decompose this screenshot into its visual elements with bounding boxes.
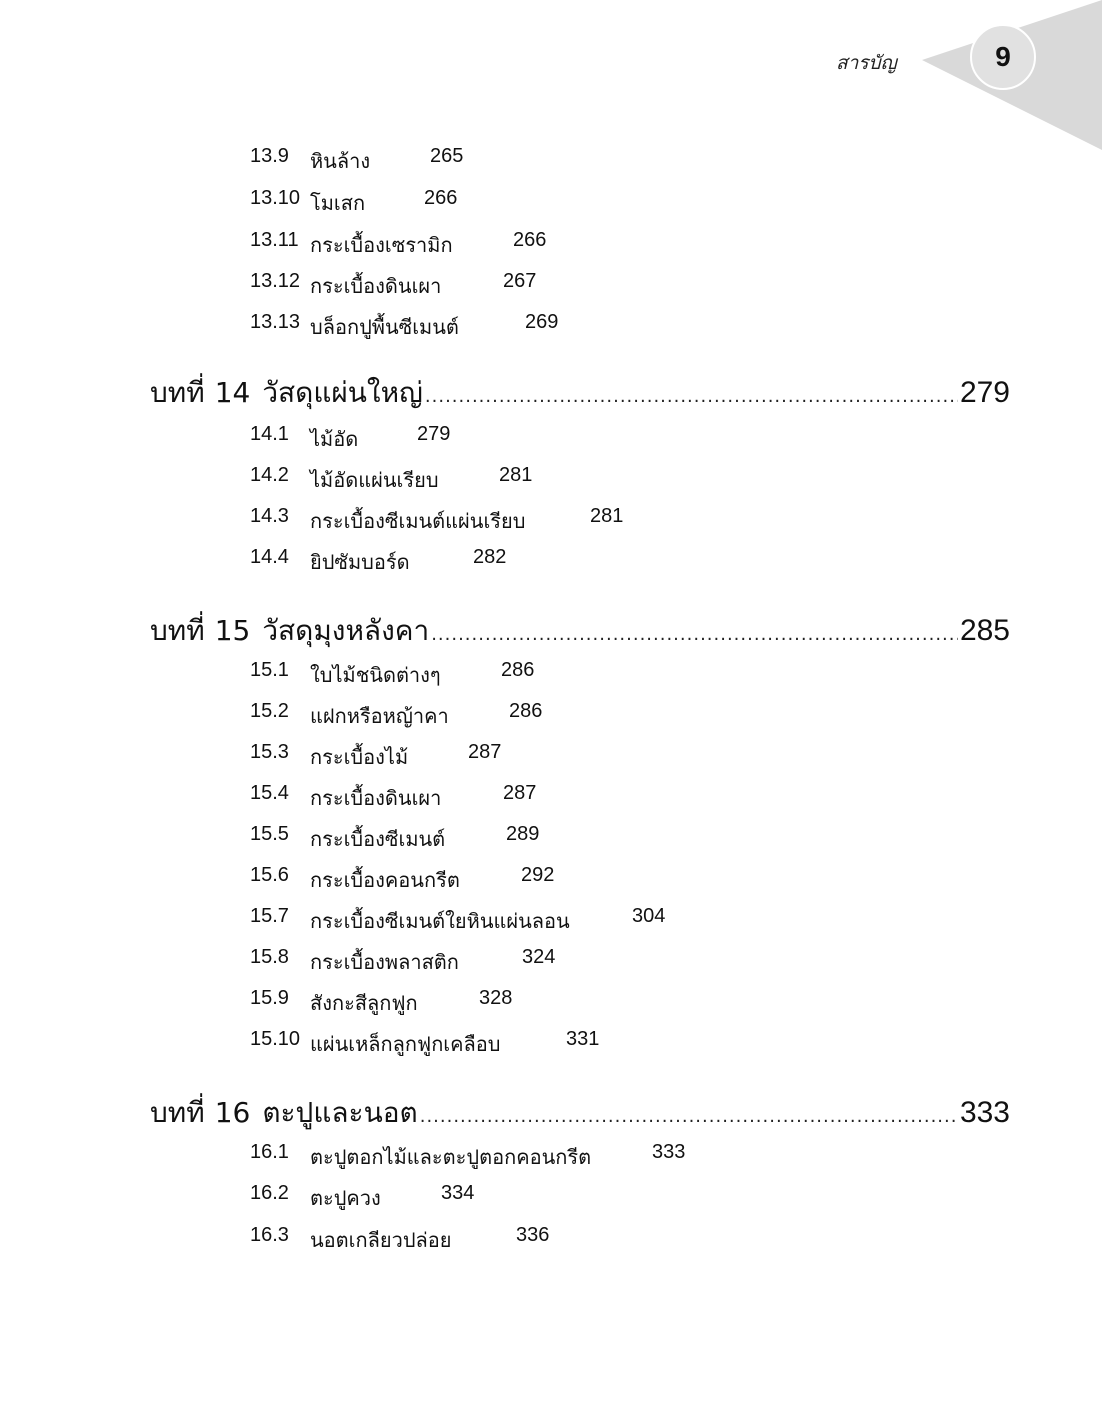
section-title: แผ่นเหล็กลูกฟูกเคลือบ bbox=[310, 1032, 501, 1056]
section-title: แฝกหรือหญ้าคา bbox=[310, 704, 449, 728]
section-page: 304 bbox=[632, 905, 666, 927]
section-number: 14.4 bbox=[250, 546, 289, 568]
running-header: สารบัญ bbox=[836, 52, 897, 74]
section-number: 13.10 bbox=[250, 187, 301, 209]
chapter-label: บทที่ bbox=[150, 614, 205, 647]
section-number: 13.9 bbox=[250, 145, 289, 167]
chapter-page: 333 bbox=[959, 1096, 1010, 1129]
section-title: บล็อกปูพื้นซีเมนต์ bbox=[310, 315, 459, 339]
section-page: 333 bbox=[652, 1141, 686, 1163]
toc-entry bbox=[250, 311, 650, 339]
section-title: กระเบื้องซีเมนต์ bbox=[310, 827, 446, 851]
chapter-number: 14 bbox=[214, 376, 251, 409]
section-page: 279 bbox=[417, 423, 451, 445]
section-page: 336 bbox=[516, 1224, 550, 1246]
chapter-title: วัสดุแผ่นใหญ่ bbox=[262, 376, 423, 409]
section-page: 289 bbox=[506, 823, 540, 845]
section-page: 266 bbox=[513, 229, 547, 251]
toc-entry bbox=[250, 145, 650, 173]
section-title: กระเบื้องไม้ bbox=[310, 745, 409, 769]
dot-leader bbox=[431, 624, 958, 645]
section-number: 14.1 bbox=[250, 423, 289, 445]
toc-entry bbox=[250, 229, 650, 257]
section-page: 334 bbox=[441, 1182, 475, 1204]
section-title: ตะปูควง bbox=[310, 1186, 381, 1210]
section-title: ใบไม้ชนิดต่างๆ bbox=[310, 663, 441, 687]
section-number: 13.11 bbox=[250, 229, 299, 251]
toc-entry bbox=[250, 546, 650, 574]
toc-entry bbox=[250, 1224, 650, 1252]
chapter-title: ตะปูและนอต bbox=[262, 1096, 418, 1129]
section-number: 15.10 bbox=[250, 1028, 301, 1050]
section-number: 13.13 bbox=[250, 311, 301, 333]
toc-entry bbox=[250, 741, 650, 769]
section-title: กระเบื้องซีเมนต์ใยหินแผ่นลอน bbox=[310, 909, 570, 933]
section-page: 324 bbox=[522, 946, 556, 968]
section-page: 292 bbox=[521, 864, 555, 886]
section-page: 328 bbox=[479, 987, 513, 1009]
section-number: 15.8 bbox=[250, 946, 289, 968]
toc-entry bbox=[250, 659, 650, 687]
chapter-heading bbox=[150, 1091, 1010, 1135]
section-title: โมเสก bbox=[310, 191, 366, 215]
section-title: นอตเกลียวปล่อย bbox=[310, 1228, 452, 1252]
section-page: 282 bbox=[473, 546, 507, 568]
section-number: 14.3 bbox=[250, 505, 289, 527]
toc-entry bbox=[250, 1028, 650, 1056]
chapter-title: วัสดุมุงหลังคา bbox=[262, 614, 430, 647]
section-title: กระเบื้องดินเผา bbox=[310, 274, 442, 298]
section-number: 16.1 bbox=[250, 1141, 289, 1163]
page-number: 9 bbox=[995, 41, 1011, 72]
section-number: 13.12 bbox=[250, 270, 301, 292]
section-page: 265 bbox=[430, 145, 464, 167]
toc-entry bbox=[250, 1141, 710, 1169]
section-page: 287 bbox=[468, 741, 502, 763]
section-title: กระเบื้องคอนกรีต bbox=[310, 868, 460, 892]
section-page: 267 bbox=[503, 270, 537, 292]
section-page: 281 bbox=[499, 464, 533, 486]
chapter-heading bbox=[150, 371, 1010, 415]
section-number: 16.3 bbox=[250, 1224, 289, 1246]
toc-entry bbox=[250, 270, 650, 298]
toc-entry bbox=[250, 987, 650, 1015]
section-page: 269 bbox=[525, 311, 559, 333]
section-number: 15.1 bbox=[250, 659, 289, 681]
section-title: กระเบื้องพลาสติก bbox=[310, 950, 459, 974]
section-title: ยิปซัมบอร์ด bbox=[310, 550, 410, 574]
section-number: 15.5 bbox=[250, 823, 289, 845]
toc-entry bbox=[250, 905, 690, 933]
section-page: 281 bbox=[590, 505, 624, 527]
section-number: 15.9 bbox=[250, 987, 289, 1009]
toc-entry bbox=[250, 505, 670, 533]
toc-entry bbox=[250, 823, 650, 851]
toc-entry bbox=[250, 1182, 650, 1210]
section-title: ไม้อัดแผ่นเรียบ bbox=[310, 468, 439, 492]
toc-entry bbox=[250, 700, 650, 728]
chapter-heading bbox=[150, 609, 1010, 653]
section-page: 287 bbox=[503, 782, 537, 804]
section-page: 286 bbox=[501, 659, 535, 681]
section-page: 286 bbox=[509, 700, 543, 722]
section-page: 331 bbox=[566, 1028, 600, 1050]
chapter-number: 16 bbox=[214, 1096, 251, 1129]
toc-entry bbox=[250, 782, 650, 810]
section-number: 15.4 bbox=[250, 782, 289, 804]
section-title: กระเบื้องซีเมนต์แผ่นเรียบ bbox=[310, 509, 526, 533]
section-title: ตะปูตอกไม้และตะปูตอกคอนกรีต bbox=[310, 1145, 592, 1169]
section-title: ไม้อัด bbox=[310, 427, 359, 451]
section-title: กระเบื้องเซรามิก bbox=[310, 233, 453, 257]
chapter-page: 285 bbox=[959, 614, 1010, 647]
chapter-number: 15 bbox=[214, 614, 251, 647]
section-number: 16.2 bbox=[250, 1182, 289, 1204]
section-title: กระเบื้องดินเผา bbox=[310, 786, 442, 810]
toc-entry bbox=[250, 423, 650, 451]
toc-entry bbox=[250, 464, 650, 492]
chapter-label: บทที่ bbox=[150, 1096, 205, 1129]
toc-entry bbox=[250, 864, 650, 892]
dot-leader bbox=[420, 1106, 958, 1127]
dot-leader bbox=[425, 386, 958, 407]
toc-entry bbox=[250, 946, 650, 974]
chapter-page: 279 bbox=[959, 376, 1010, 409]
page-number-badge bbox=[970, 24, 1036, 90]
section-number: 15.6 bbox=[250, 864, 289, 886]
section-title: หินล้าง bbox=[310, 149, 371, 173]
section-title: สังกะสีลูกฟูก bbox=[310, 991, 418, 1015]
section-number: 15.7 bbox=[250, 905, 289, 927]
toc-entry bbox=[250, 187, 650, 215]
section-page: 266 bbox=[424, 187, 458, 209]
section-number: 15.3 bbox=[250, 741, 289, 763]
chapter-label: บทที่ bbox=[150, 376, 205, 409]
section-number: 15.2 bbox=[250, 700, 289, 722]
section-number: 14.2 bbox=[250, 464, 289, 486]
